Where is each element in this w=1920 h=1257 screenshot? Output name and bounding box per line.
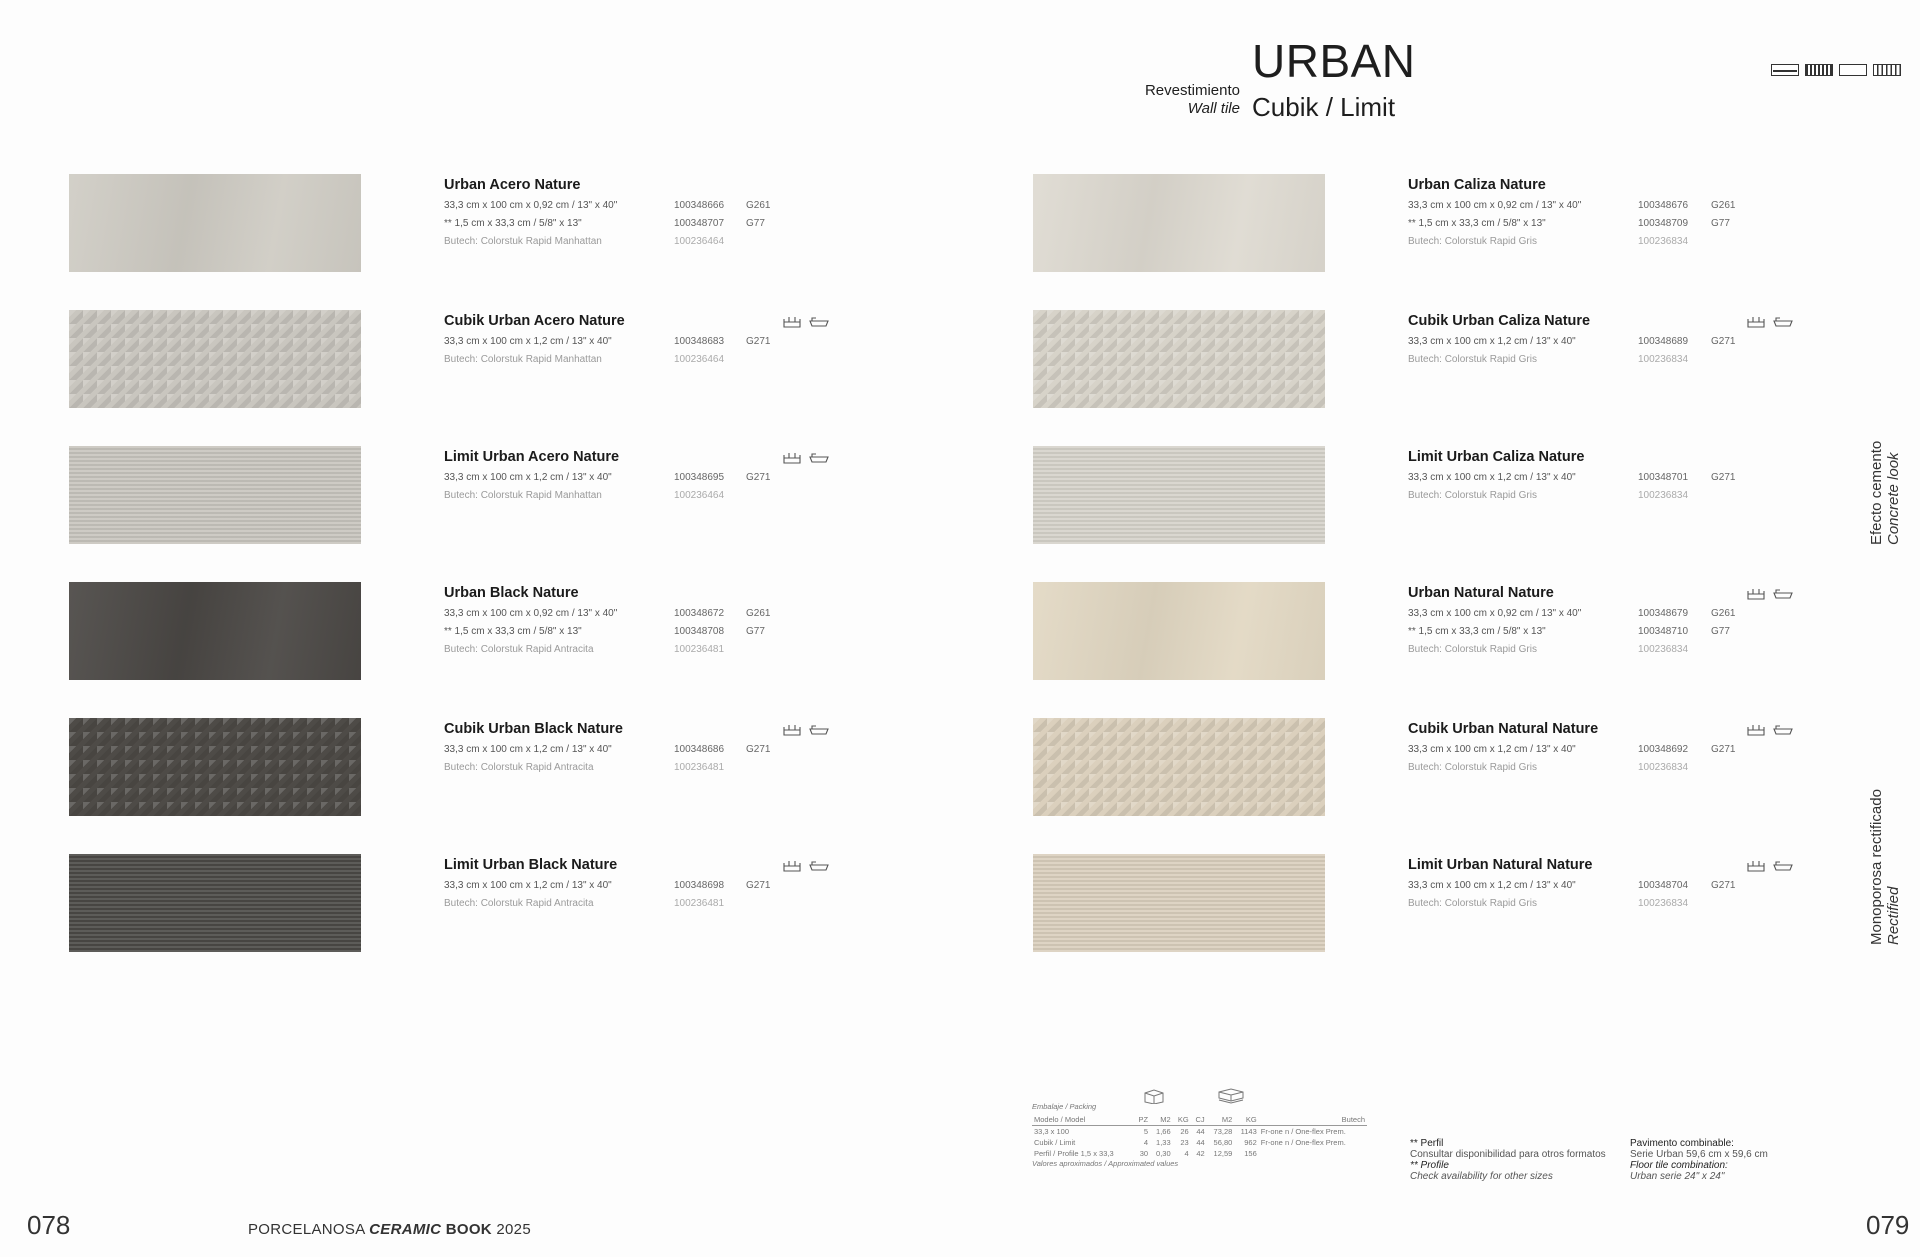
wall-use-icon — [1746, 315, 1766, 327]
footer-brand — [248, 1221, 531, 1238]
packing-cell: 962 — [1244, 1138, 1257, 1147]
spec-line: Butech: Colorstuk Rapid Gris — [1408, 898, 1537, 909]
tile-image — [1033, 718, 1325, 816]
perfil-label: ** Perfil — [1410, 1138, 1444, 1149]
price-group: G261 — [1711, 608, 1736, 619]
price-group: G271 — [746, 744, 771, 755]
product-code: 100348672 — [674, 608, 725, 619]
price-group: G271 — [746, 880, 771, 891]
product-name: Urban Caliza Nature — [1408, 177, 1546, 193]
spec-line: ** 1,5 cm x 33,3 cm / 5/8" x 13" — [1408, 218, 1546, 229]
body-es: Monoporosa rectificado — [1868, 789, 1885, 945]
wall-use-icon — [782, 451, 802, 463]
body-en: Rectified — [1885, 886, 1902, 945]
look-label — [1868, 441, 1902, 545]
product-name: Urban Black Nature — [444, 585, 579, 601]
format-icon-2 — [1805, 64, 1833, 76]
product-code: 100348686 — [674, 744, 725, 755]
book-name: CERAMIC — [369, 1221, 442, 1238]
spec-line: 33,3 cm x 100 cm x 1,2 cm / 13" x 40" — [1408, 880, 1576, 891]
price-group: G77 — [1711, 626, 1730, 637]
product-name: Limit Urban Black Nature — [444, 857, 618, 873]
packing-header-cell: KG — [1245, 1115, 1257, 1124]
perfil-text: Consultar disponibilidad para otros formatos — [1410, 1149, 1606, 1160]
price-group: G261 — [1711, 200, 1736, 211]
packing-cell: 1,33 — [1156, 1138, 1171, 1147]
product-code: 100236834 — [1638, 236, 1689, 247]
product-code: 100348692 — [1638, 744, 1689, 755]
wall-use-icon — [782, 859, 802, 871]
bathroom-use-icon — [1772, 859, 1792, 871]
packing-cell: 12,59 — [1213, 1149, 1233, 1158]
category-label — [1145, 82, 1240, 118]
spec-line: 33,3 cm x 100 cm x 0,92 cm / 13" x 40" — [1408, 608, 1582, 619]
product-code: 100348709 — [1638, 218, 1689, 229]
spec-line: ** 1,5 cm x 33,3 cm / 5/8" x 13" — [1408, 626, 1546, 637]
spec-line: Butech: Colorstuk Rapid Antracita — [444, 644, 594, 655]
product-name: Cubik Urban Acero Nature — [444, 313, 625, 329]
bathroom-use-icon — [808, 859, 828, 871]
pallet-icon — [1216, 1088, 1246, 1104]
book-year: 2025 — [496, 1221, 531, 1238]
body-label — [1868, 789, 1902, 945]
profile-label: ** Profile — [1410, 1160, 1449, 1171]
packing-cell: 26 — [1180, 1127, 1189, 1136]
product-name: Limit Urban Acero Nature — [444, 449, 620, 465]
wall-use-icon — [1746, 587, 1766, 599]
packing-cell: 44 — [1196, 1138, 1205, 1147]
packing-cell: 4 — [1184, 1149, 1189, 1158]
product-code: 100236464 — [674, 490, 725, 501]
page-title: URBAN — [1252, 35, 1416, 87]
packing-header-row — [1032, 1114, 1367, 1126]
tile-image — [1033, 854, 1325, 952]
look-en: Concrete look — [1885, 452, 1902, 545]
packing-cell: 4 — [1143, 1138, 1149, 1147]
product-code: 100348710 — [1638, 626, 1689, 637]
floor-en-label: Floor tile combination: — [1630, 1160, 1728, 1171]
packing-title: Embalaje / Packing — [1032, 1102, 1097, 1111]
price-group: G271 — [746, 336, 771, 347]
product-name: Limit Urban Caliza Nature — [1408, 449, 1585, 465]
floor-en-text: Urban serie 24" x 24" — [1630, 1171, 1725, 1182]
wall-use-icon — [782, 723, 802, 735]
profile-notes — [1410, 1138, 1606, 1182]
floor-es-label: Pavimento combinable: — [1630, 1138, 1734, 1149]
product-code: 100348666 — [674, 200, 725, 211]
packing-header-cell: KG — [1177, 1115, 1189, 1124]
packing-header-cell: Butech — [1341, 1115, 1365, 1124]
book-word: BOOK — [445, 1221, 492, 1238]
brand-name: PORCELANOSA — [248, 1221, 365, 1238]
spec-line: Butech: Colorstuk Rapid Gris — [1408, 644, 1537, 655]
packing-cell: 44 — [1196, 1127, 1205, 1136]
format-icon-4 — [1873, 64, 1901, 76]
spec-line: Butech: Colorstuk Rapid Gris — [1408, 490, 1537, 501]
look-es: Efecto cemento — [1868, 440, 1885, 545]
spec-line: ** 1,5 cm x 33,3 cm / 5/8" x 13" — [444, 626, 582, 637]
profile-text: Check availability for other sizes — [1410, 1171, 1553, 1182]
bathroom-use-icon — [808, 723, 828, 735]
price-group: G271 — [1711, 336, 1736, 347]
packing-row — [1032, 1137, 1367, 1148]
price-group: G77 — [1711, 218, 1730, 229]
packing-header-cell: Modelo / Model — [1034, 1115, 1086, 1124]
product-code: 100236481 — [674, 644, 725, 655]
product-code: 100348707 — [674, 218, 725, 229]
spec-line: ** 1,5 cm x 33,3 cm / 5/8" x 13" — [444, 218, 582, 229]
price-group: G271 — [1711, 880, 1736, 891]
spec-line: 33,3 cm x 100 cm x 1,2 cm / 13" x 40" — [444, 744, 612, 755]
product-code: 100236464 — [674, 236, 725, 247]
product-code: 100236481 — [674, 762, 725, 773]
product-name: Urban Acero Nature — [444, 177, 581, 193]
product-code: 100236834 — [1638, 490, 1689, 501]
packing-cell: Fr-one n / One-flex Prem. — [1260, 1138, 1346, 1147]
price-group: G271 — [1711, 744, 1736, 755]
page-number-right: 079 — [1866, 1210, 1910, 1240]
price-group: G77 — [746, 626, 765, 637]
product-code: 100348695 — [674, 472, 725, 483]
product-name: Urban Natural Nature — [1408, 585, 1554, 601]
spec-line: Butech: Colorstuk Rapid Manhattan — [444, 490, 602, 501]
tile-image — [1033, 310, 1325, 408]
price-group: G77 — [746, 218, 765, 229]
product-code: 100348679 — [1638, 608, 1689, 619]
wall-use-icon — [782, 315, 802, 327]
format-icon-1 — [1771, 64, 1799, 76]
packing-cell: 5 — [1143, 1127, 1149, 1136]
page-number-left: 078 — [27, 1210, 71, 1240]
packing-table — [1032, 1102, 1367, 1168]
product-name: Cubik Urban Caliza Nature — [1408, 313, 1591, 329]
tile-image — [69, 310, 361, 408]
product-code: 100348704 — [1638, 880, 1689, 891]
spec-line: 33,3 cm x 100 cm x 0,92 cm / 13" x 40" — [444, 608, 618, 619]
packing-header-cell: M2 — [1221, 1115, 1233, 1124]
floor-es-text: Serie Urban 59,6 cm x 59,6 cm — [1630, 1149, 1768, 1160]
price-group: G261 — [746, 200, 771, 211]
packing-row — [1032, 1148, 1367, 1159]
product-code: 100236834 — [1638, 644, 1689, 655]
spec-line: 33,3 cm x 100 cm x 1,2 cm / 13" x 40" — [444, 336, 612, 347]
packing-row — [1032, 1126, 1367, 1138]
packing-header-cell: CJ — [1195, 1115, 1205, 1124]
product-code: 100236464 — [674, 354, 725, 365]
packing-cell: 23 — [1180, 1138, 1189, 1147]
tile-image — [69, 174, 361, 272]
product-code: 100348698 — [674, 880, 725, 891]
bathroom-use-icon — [1772, 587, 1792, 599]
spec-line: 33,3 cm x 100 cm x 1,2 cm / 13" x 40" — [444, 472, 612, 483]
tile-image — [69, 582, 361, 680]
category-en: Wall tile — [1187, 100, 1240, 117]
wall-use-icon — [1746, 859, 1766, 871]
wall-use-icon — [1746, 723, 1766, 735]
tile-image — [69, 446, 361, 544]
spec-line: 33,3 cm x 100 cm x 1,2 cm / 13" x 40" — [1408, 336, 1576, 347]
tile-image — [1033, 446, 1325, 544]
product-code: 100348689 — [1638, 336, 1689, 347]
bathroom-use-icon — [808, 451, 828, 463]
tile-image — [69, 854, 361, 952]
packing-cell: 30 — [1139, 1149, 1149, 1158]
product-code: 100236834 — [1638, 898, 1689, 909]
spec-line: Butech: Colorstuk Rapid Gris — [1408, 762, 1537, 773]
bathroom-use-icon — [1772, 723, 1792, 735]
packing-cell: 33,3 x 100 — [1034, 1127, 1070, 1136]
price-group: G271 — [1711, 472, 1736, 483]
packing-cell: 0,30 — [1156, 1149, 1171, 1158]
bathroom-use-icon — [1772, 315, 1792, 327]
page-subtitle: Cubik / Limit — [1252, 92, 1396, 122]
spec-line: Butech: Colorstuk Rapid Antracita — [444, 762, 594, 773]
packing-footnote: Valores aproximados / Approximated values — [1032, 1159, 1179, 1168]
product-code: 100236481 — [674, 898, 725, 909]
spec-line: Butech: Colorstuk Rapid Manhattan — [444, 236, 602, 247]
product-name: Cubik Urban Natural Nature — [1408, 721, 1599, 737]
packing-header-cell: M2 — [1160, 1115, 1171, 1124]
spec-line: Butech: Colorstuk Rapid Manhattan — [444, 354, 602, 365]
tile-image — [1033, 582, 1325, 680]
packing-cell — [1259, 1148, 1367, 1159]
bathroom-use-icon — [808, 315, 828, 327]
packing-cell: 1143 — [1240, 1127, 1257, 1136]
spec-line: 33,3 cm x 100 cm x 0,92 cm / 13" x 40" — [1408, 200, 1582, 211]
product-code: 100348676 — [1638, 200, 1689, 211]
category-es: Revestimiento — [1144, 82, 1240, 99]
packing-cell: 56,80 — [1213, 1138, 1233, 1147]
packing-header-cell: PZ — [1138, 1115, 1149, 1124]
spec-line: Butech: Colorstuk Rapid Gris — [1408, 354, 1537, 365]
format-icon-3 — [1839, 64, 1867, 76]
packing-cell: 42 — [1196, 1149, 1205, 1158]
format-icons — [1771, 64, 1901, 76]
product-name: Limit Urban Natural Nature — [1408, 857, 1593, 873]
floor-notes — [1630, 1138, 1768, 1182]
packing-cell: 73,28 — [1213, 1127, 1233, 1136]
spec-line: 33,3 cm x 100 cm x 1,2 cm / 13" x 40" — [1408, 744, 1576, 755]
product-name: Cubik Urban Black Nature — [444, 721, 623, 737]
product-code: 100348708 — [674, 626, 725, 637]
tile-image — [1033, 174, 1325, 272]
packing-cell: Fr-one n / One-flex Prem. — [1260, 1127, 1346, 1136]
spec-line: 33,3 cm x 100 cm x 1,2 cm / 13" x 40" — [1408, 472, 1576, 483]
product-code: 100236834 — [1638, 762, 1689, 773]
packing-cell: 156 — [1244, 1149, 1257, 1158]
packing-cell: 1,66 — [1156, 1127, 1171, 1136]
product-code: 100348683 — [674, 336, 725, 347]
spec-line: 33,3 cm x 100 cm x 0,92 cm / 13" x 40" — [444, 200, 618, 211]
packing-cell: Cubik / Limit — [1034, 1138, 1076, 1147]
box-icon — [1142, 1088, 1166, 1104]
packing-grid — [1032, 1114, 1367, 1159]
product-code: 100348701 — [1638, 472, 1689, 483]
product-code: 100236834 — [1638, 354, 1689, 365]
packing-cell: Perfil / Profile 1,5 x 33,3 — [1034, 1149, 1114, 1158]
spec-line: 33,3 cm x 100 cm x 1,2 cm / 13" x 40" — [444, 880, 612, 891]
price-group: G271 — [746, 472, 771, 483]
tile-image — [69, 718, 361, 816]
spec-line: Butech: Colorstuk Rapid Gris — [1408, 236, 1537, 247]
spec-line: Butech: Colorstuk Rapid Antracita — [444, 898, 594, 909]
price-group: G261 — [746, 608, 771, 619]
